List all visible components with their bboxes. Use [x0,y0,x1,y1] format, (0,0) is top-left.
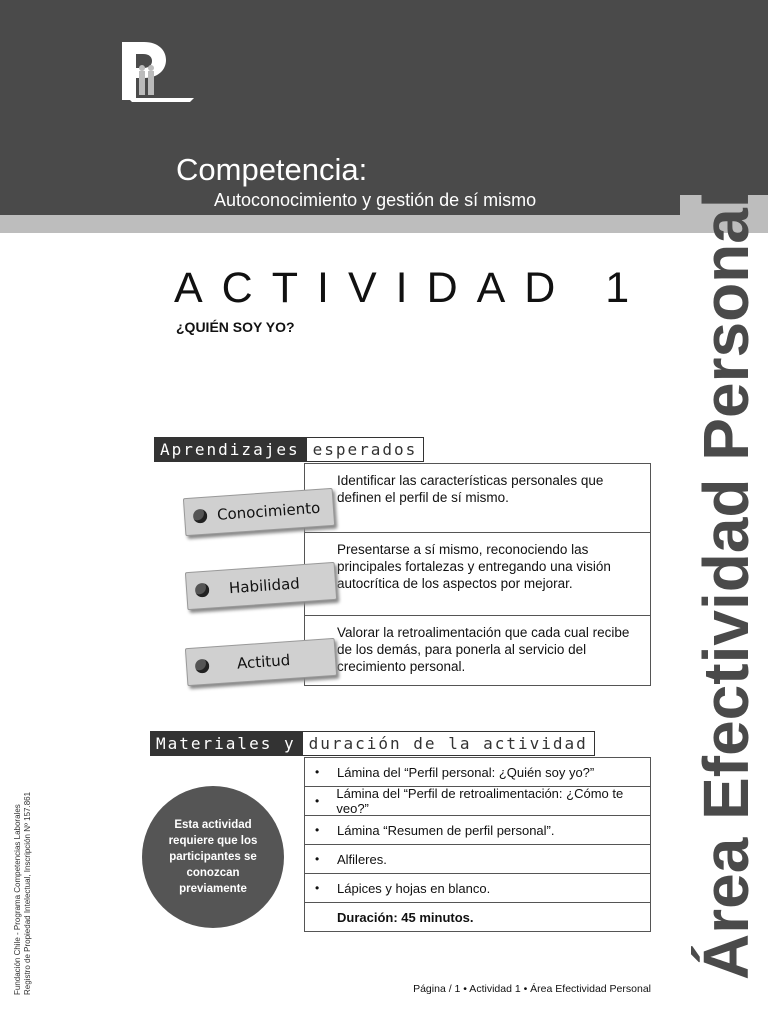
copyright-note: Fundación Chile - Programa Competencias Laborales Registro de Propiedad Intelectual, Inscripción Nº 157.861 [13,791,32,995]
duration-row: Duración: 45 minutos. [337,909,474,925]
note-text: Esta actividad requiere que los participantes se conozcan previamente [168,819,258,895]
pushpin-icon [195,583,210,598]
page-footer: Página / 1 • Actividad 1 • Área Efectividad Personal [413,983,651,995]
aprendizajes-header-dark: Aprendizajes [154,437,306,462]
materiales-list [304,757,651,932]
aprendizaje-actitud-box [304,615,651,686]
header-strip [0,215,680,233]
pushpin-icon [193,509,208,524]
aprendizajes-header-light: esperados [306,437,425,462]
tag-label: Conocimiento [216,498,321,524]
materiales-header-dark: Materiales y [150,731,302,756]
materiales-header [150,731,595,756]
list-item: • Lápices y hojas en blanco. [305,874,650,903]
aprendizaje-conocimiento-box [304,463,651,533]
competencia-subtitle: Autoconocimiento y gestión de sí mismo [214,190,537,210]
list-item: • Alfileres. [305,845,650,874]
aprendizaje-text: Valorar la retroalimentación que cada cual recibe de los demás, para ponerla al servicio del crecimiento personal. [337,625,630,674]
list-item: • Lámina del “Perfil personal: ¿Quién soy yo?” [305,758,650,787]
list-item: • Lámina del “Perfil de retroalimentación: ¿Cómo te veo?” [305,787,650,816]
side-area-title: Área Efectividad Personal [690,190,762,980]
note-circle [142,786,284,928]
activity-subtitle: ¿QUIÉN SOY YO? [176,319,295,335]
aprendizajes-header [154,437,424,462]
aprendizaje-text: Presentarse a sí mismo, reconociendo las principales fortalezas y entregando una visión autocrítica de los aspectos por mejorar. [337,542,611,591]
logo-icon [118,38,198,110]
header-band [0,0,768,215]
aprendizaje-text: Identificar las características personales que definen el perfil de sí mismo. [337,473,604,505]
materiales-header-light: duración de la actividad [302,731,595,756]
list-item: • Lámina “Resumen de perfil personal”. [305,816,650,845]
aprendizaje-habilidad-box [304,532,651,616]
competencia-title: Competencia: [176,152,368,187]
pushpin-icon [195,659,210,674]
tag-label: Habilidad [228,574,301,598]
tag-label: Actitud [236,650,291,673]
activity-title: ACTIVIDAD 1 [174,264,649,312]
